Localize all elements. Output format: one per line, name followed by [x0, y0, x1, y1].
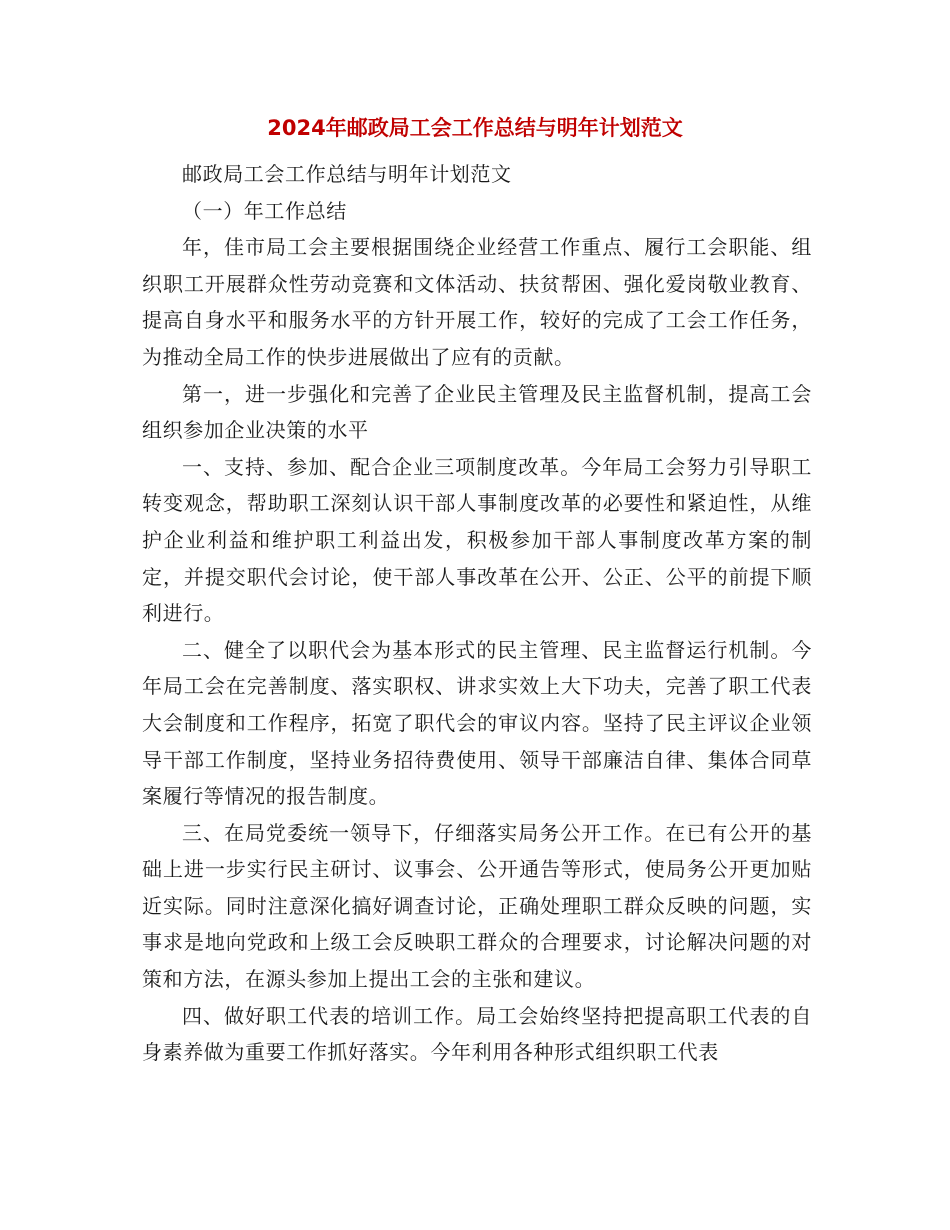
- paragraph: 三、在局党委统一领导下，仔细落实局务公开工作。在已有公开的基础上进一步实行民主研讨、议事会、公开通告等形式，使局务公开更加贴近实际。同时注意深化搞好调查讨论，正确处理职工群众反映的问题，实事求是地向党政和上级工会反映职工群众的合理要求，讨论解决问题的对策和方法，在源头参加上提出工会的主张和建议。: [142, 820, 812, 992]
- document-title: 2024年邮政局工会工作总结与明年计划范文: [267, 116, 683, 140]
- document-subtitle: 邮政局工会工作总结与明年计划范文: [182, 162, 512, 186]
- paragraph: 二、健全了以职代会为基本形式的民主管理、民主监督运行机制。今年局工会在完善制度、落实职权、讲求实效上大下功夫，完善了职工代表大会制度和工作程序，拓宽了职代会的审议内容。坚持了民主评议企业领导干部工作制度，坚持业务招待费使用、领导干部廉洁自律、集体合同草案履行等情况的报告制度。: [142, 637, 812, 809]
- paragraph: 年，佳市局工会主要根据围绕企业经营工作重点、履行工会职能、组织职工开展群众性劳动竞赛和文体活动、扶贫帮困、强化爱岗敬业教育、提高自身水平和服务水平的方针开展工作，较好的完成了工会工作任务，为推动全局工作的快步进展做出了应有的贡献。: [142, 235, 812, 369]
- paragraph: 一、支持、参加、配合企业三项制度改革。今年局工会努力引导职工转变观念，帮助职工深刻认识干部人事制度改革的必要性和紧迫性，从维护企业利益和维护职工利益出发，积极参加干部人事制度改革方案的制定，并提交职代会讨论，使干部人事改革在公开、公正、公平的前提下顺利进行。: [142, 454, 812, 626]
- document-body: [142, 156, 812, 1071]
- paragraph: 四、做好职工代表的培训工作。局工会始终坚持把提高职工代表的自身素养做为重要工作抓好落实。今年利用各种形式组织职工代表: [142, 1003, 812, 1065]
- section-heading: （一）年工作总结: [182, 198, 347, 223]
- paragraph: 第一，进一步强化和完善了企业民主管理及民主监督机制，提高工会组织参加企业决策的水平: [142, 381, 812, 443]
